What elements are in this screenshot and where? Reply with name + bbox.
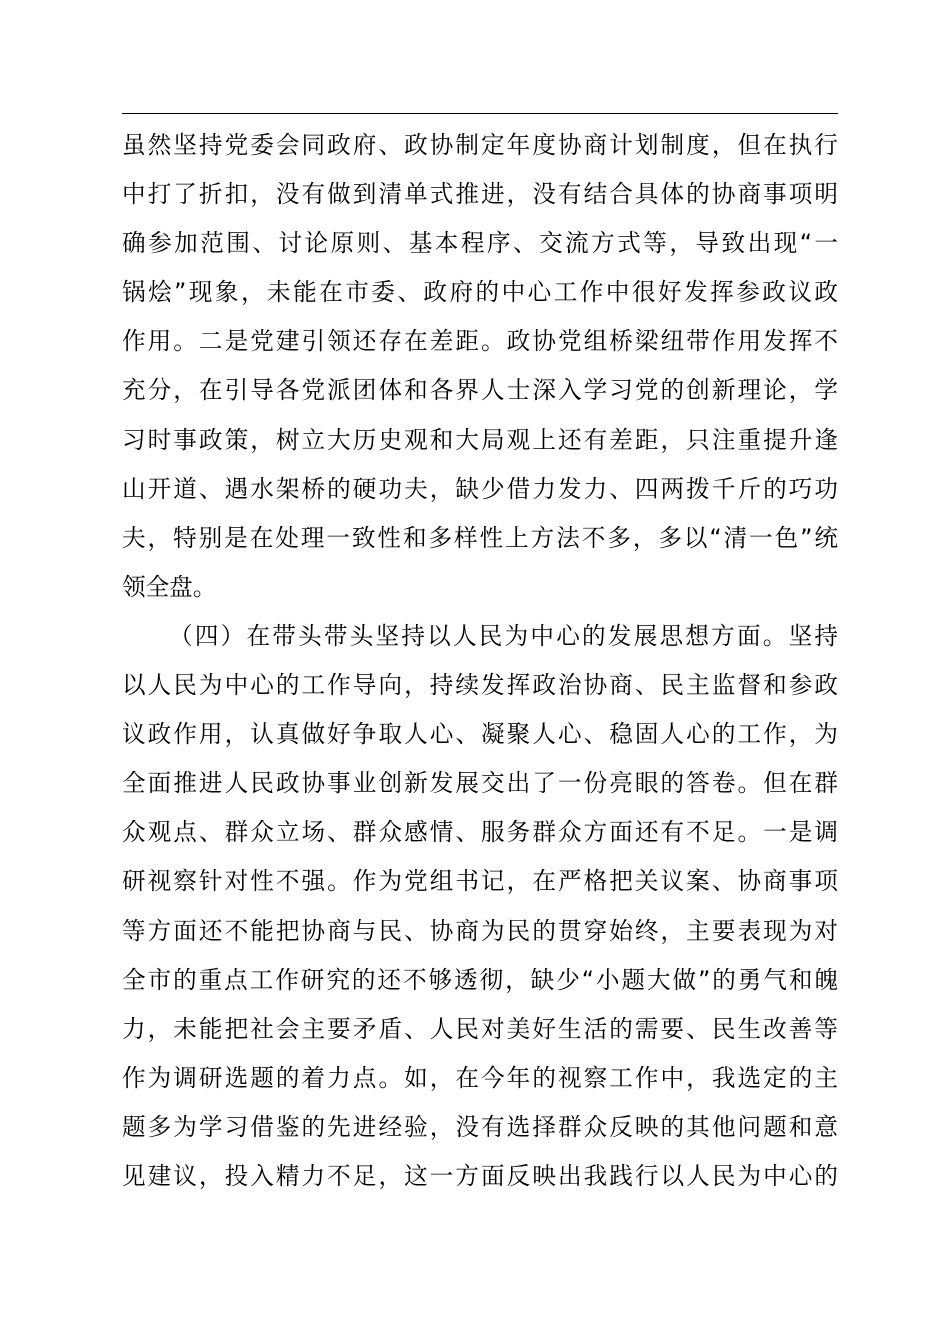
text-line: 力，未能把社会主要矛盾、人民对美好生活的需要、民生改善等 [122,1014,838,1043]
text-line: 题多为学习借鉴的先进经验，没有选择群众反映的其他问题和意 [122,1112,838,1141]
text-line: 中打了折扣，没有做到清单式推进，没有结合具体的协商事项明 [122,180,838,209]
section-heading-line: （四）在带头带头坚持以人民为中心的发展思想方面。坚持 [169,621,838,650]
text-line: 锅烩”现象，未能在市委、政府的中心工作中很好发挥参政议政 [122,278,838,307]
text-line: 确参加范围、讨论原则、基本程序、交流方式等，导致出现“一 [122,229,838,258]
header-rule [122,113,838,114]
text-line: 研视察针对性不强。作为党组书记，在严格把关议案、协商事项 [122,867,838,896]
text-line: 虽然坚持党委会同政府、政协制定年度协商计划制度，但在执行 [122,131,838,159]
text-line: 以人民为中心的工作导向，持续发挥政治协商、民主监督和参政 [122,671,838,700]
text-line: 作为调研选题的着力点。如，在今年的视察工作中，我选定的主 [122,1063,838,1092]
text-line: 等方面还不能把协商与民、协商为民的贯穿始终，主要表现为对 [122,916,838,945]
text-line: 作用。二是党建引领还存在差距。政协党组桥梁纽带作用发挥不 [122,327,838,356]
text-line: 全面推进人民政协事业创新发展交出了一份亮眼的答卷。但在群 [122,769,838,798]
text-line: 领全盘。 [122,572,217,601]
text-line: 议政作用，认真做好争取人心、凝聚人心、稳固人心的工作，为 [122,720,838,749]
text-line: 见建议，投入精力不足，这一方面反映出我践行以人民为中心的 [122,1161,838,1190]
text-line: 山开道、遇水架桥的硬功夫，缺少借力发力、四两拨千斤的巧功 [122,474,838,503]
text-line: 习时事政策，树立大历史观和大局观上还有差距，只注重提升逢 [122,425,838,454]
text-line: 充分，在引导各党派团体和各界人士深入学习党的创新理论，学 [122,376,838,405]
body-text [122,121,838,1201]
text-line: 夫，特别是在处理一致性和多样性上方法不多，多以“清一色”统 [122,523,838,552]
text-line: 全市的重点工作研究的还不够透彻，缺少“小题大做”的勇气和魄 [122,965,838,994]
text-line: 众观点、群众立场、群众感情、服务群众方面还有不足。一是调 [122,818,838,847]
